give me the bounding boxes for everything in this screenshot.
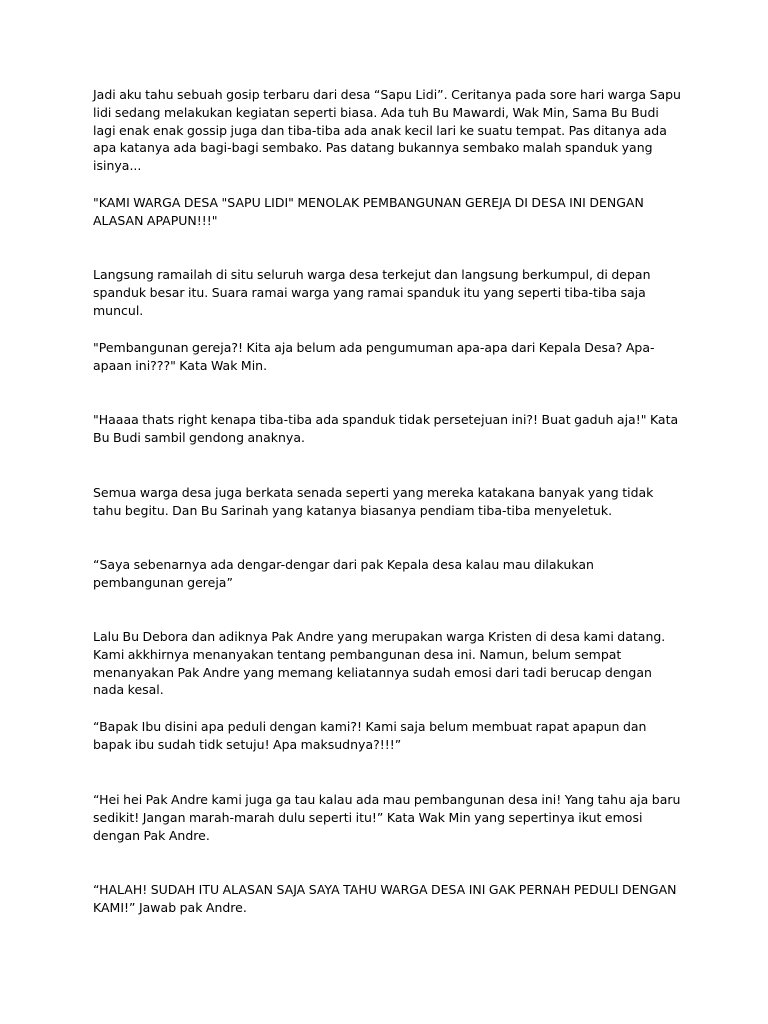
- paragraph-6: Semua warga desa juga berkata senada seperti yang mereka katakana banyak yang tidak tahu begitu. Dan Bu Sarinah yang katanya biasanya pendiam tiba-tiba menyeletuk.: [93, 485, 654, 518]
- paragraph-10: “Hei hei Pak Andre kami juga ga tau kalau ada mau pembangunan desa ini! Yang tahu aja baru sedikit! Jangan marah-marah dulu seperti itu!” Kata Wak Min yang sepertinya ikut emosi dengan Pak Andre.: [93, 792, 681, 843]
- paragraph-8: Lalu Bu Debora dan adiknya Pak Andre yang merupakan warga Kristen di desa kami datang. Kami akkhirnya menanyakan tentang pembangunan desa ini. Namun, belum sempat menanyakan Pak Andre yang memang keliatannya sudah emosi dari tadi berucap dengan nada kesal.: [93, 629, 666, 698]
- paragraph-7: “Saya sebenarnya ada dengar-dengar dari pak Kepala desa kalau mau dilakukan pembangunan gereja”: [93, 557, 594, 590]
- paragraph-11: “HALAH! SUDAH ITU ALASAN SAJA SAYA TAHU WARGA DESA INI GAK PERNAH PEDULI DENGAN KAMI!” Jawab pak Andre.: [93, 882, 677, 915]
- paragraph-9: “Bapak Ibu disini apa peduli dengan kami?! Kami saja belum membuat rapat apapun dan bapak ibu sudah tidk setuju! Apa maksudnya?!!!”: [93, 719, 647, 752]
- paragraph-2: "KAMI WARGA DESA "SAPU LIDI" MENOLAK PEMBANGUNAN GEREJA DI DESA INI DENGAN ALASAN APAPUN!!!": [93, 195, 644, 228]
- paragraph-3: Langsung ramailah di situ seluruh warga desa terkejut dan langsung berkumpul, di depan spanduk besar itu. Suara ramai warga yang ramai spanduk itu yang seperti tiba-tiba saja muncul.: [93, 267, 651, 318]
- paragraph-4: "Pembangunan gereja?! Kita aja belum ada pengumuman apa-apa dari Kepala Desa? Apa-apaan ini???" Kata Wak Min.: [93, 340, 655, 373]
- paragraph-5: "Haaaa thats right kenapa tiba-tiba ada spanduk tidak persetejuan ini?! Buat gaduh aja!" Kata Bu Budi sambil gendong anaknya.: [93, 412, 679, 445]
- paragraph-1: Jadi aku tahu sebuah gosip terbaru dari desa “Sapu Lidi”. Ceritanya pada sore hari warga Sapu lidi sedang melakukan kegiatan seperti biasa. Ada tuh Bu Mawardi, Wak Min, Sama Bu Budi lagi enak enak gossip juga dan tiba-tiba ada anak kecil lari ke suatu tempat. Pas ditanya ada apa katanya ada bagi-bagi sembako. Pas datang bukannya sembako malah spanduk yang isinya...: [93, 87, 681, 174]
